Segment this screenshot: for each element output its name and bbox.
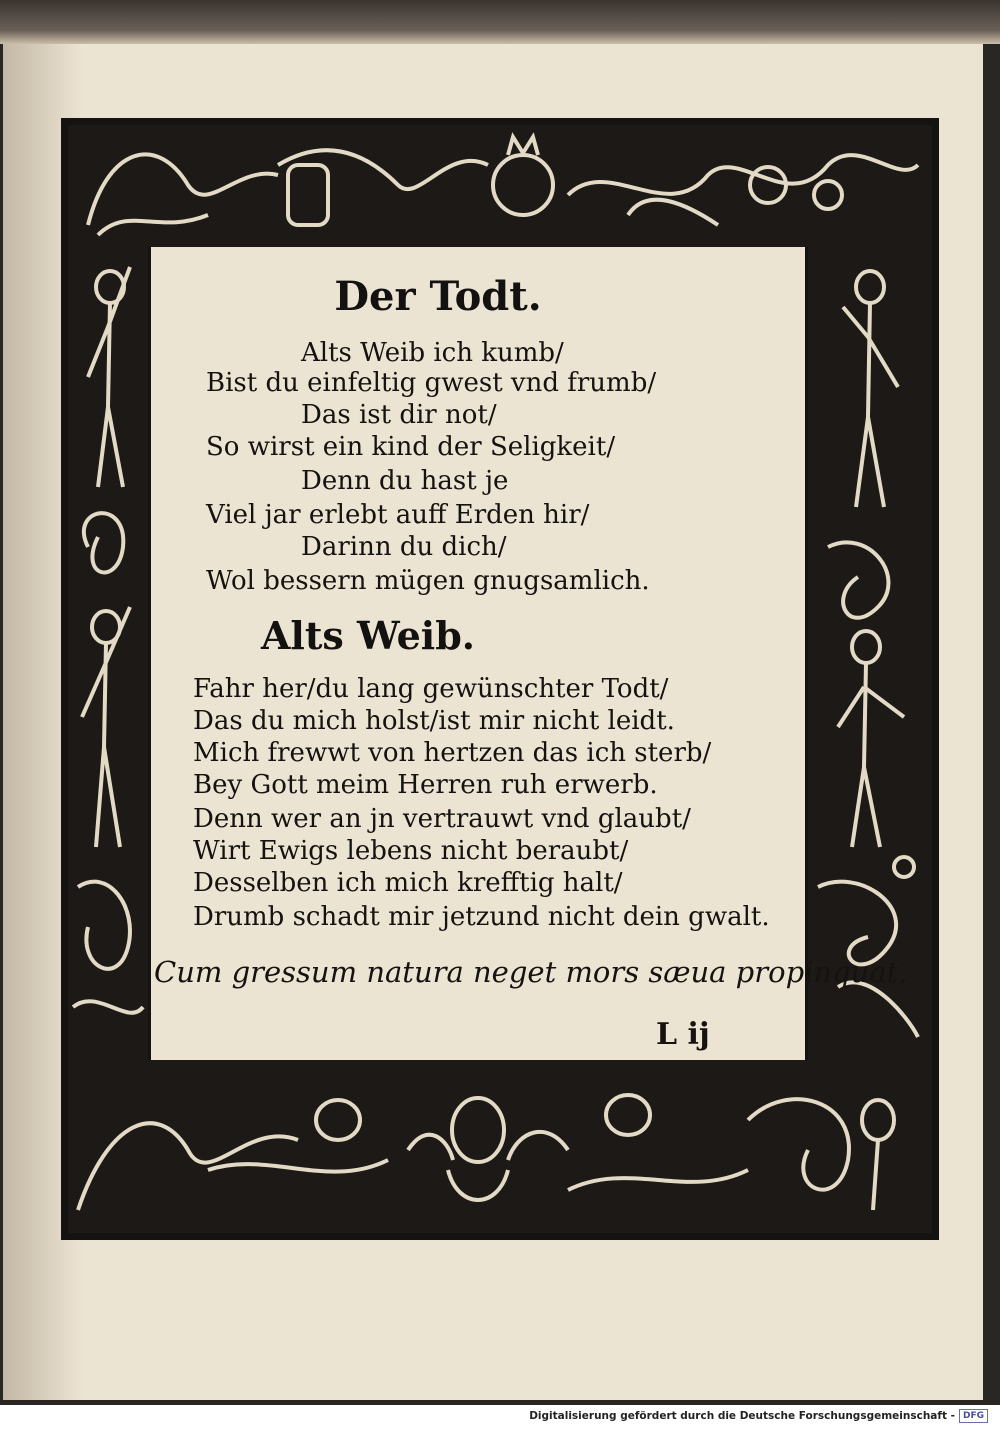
death-line: Denn du hast je (301, 466, 509, 496)
woodcut-vine-figure-icon (808, 247, 932, 1060)
credit-text: Digitalisierung gefördert durch die Deutsche Forschungsgemeinschaft - (529, 1410, 955, 1422)
woman-line: Fahr her/du lang gewünschter Todt/ (193, 674, 669, 704)
death-line: Bist du einfeltig gwest vnd frumb/ (206, 368, 657, 398)
woman-line: Mich frewwt von hertzen das ich sterb/ (193, 738, 712, 768)
death-line: Alts Weib ich kumb/ (301, 338, 564, 368)
dfg-logo: DFG (959, 1409, 988, 1423)
woman-line: Desselben ich mich krefftig halt/ (193, 868, 623, 898)
digitization-credit (529, 1409, 988, 1423)
woman-line: Bey Gott meim Herren ruh erwerb. (193, 770, 658, 800)
page-signature: L ij (656, 1017, 710, 1052)
woodcut-grotesque-mask-icon (68, 1060, 932, 1233)
book-spine-edge (0, 0, 1000, 44)
woman-line: Drumb schadt mir jetzund nicht dein gwalt. (193, 902, 770, 932)
heading-death: Der Todt. (334, 273, 542, 320)
text-panel (148, 247, 908, 1060)
death-line: Wol bessern mügen gnugsamlich. (206, 566, 650, 596)
woman-line: Denn wer an jn vertrauwt vnd glaubt/ (193, 804, 691, 834)
death-line: Viel jar erlebt auff Erden hir/ (206, 500, 590, 530)
latin-motto: Cum gressum natura neget mors sæua propinquat. (154, 955, 908, 989)
woman-line: Wirt Ewigs lebens nicht beraubt/ (193, 836, 629, 866)
death-line: So wirst ein kind der Seligkeit/ (206, 432, 616, 462)
woman-line: Das du mich holst/ist mir nicht leidt. (193, 706, 675, 736)
death-line: Darinn du dich/ (301, 532, 507, 562)
woodcut-scroll-ornament-icon (68, 125, 932, 247)
death-line: Das ist dir not/ (301, 400, 497, 430)
heading-old-woman: Alts Weib. (260, 613, 476, 658)
